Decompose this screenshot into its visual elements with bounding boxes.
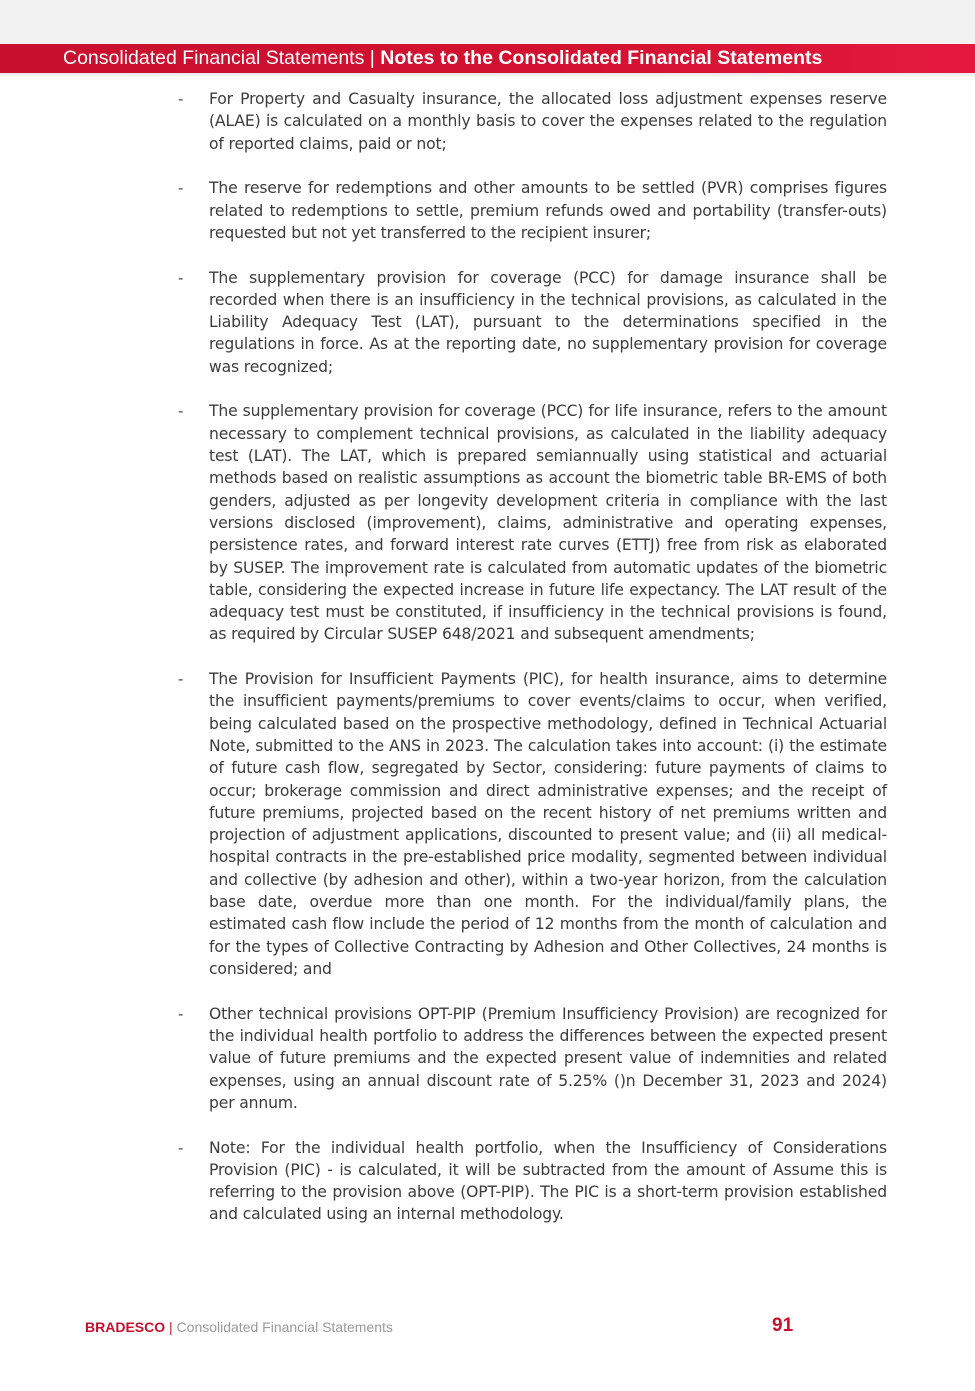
footer-separator: | xyxy=(169,1319,173,1335)
list-item-text: The supplementary provision for coverage (PCC) for damage insurance shall be recorded when there is an insufficiency in the technical provisions, as calculated in the Liability Adequacy Test (LAT), pursuant to the determinations specified in the regulations in force. As at the reporting date, no supplementary provision for coverage was recognized; xyxy=(209,268,887,376)
list-item xyxy=(178,1137,887,1226)
bullet-dash: - xyxy=(178,1004,184,1023)
footer-report-name: Consolidated Financial Statements xyxy=(176,1319,393,1335)
list-item xyxy=(178,400,887,645)
footer-brand: BRADESCO xyxy=(85,1319,166,1335)
list-item-text: Other technical provisions OPT-PIP (Premium Insufficiency Provision) are recognized for the individual health portfolio to address the differences between the expected present value of future premiums and the expected present value of indemnities and related expenses, using an annual discount rate of 5.25% ()n December 31, 2023 and 2024) per annum. xyxy=(209,1004,887,1112)
bullet-dash: - xyxy=(178,90,184,108)
bullet-dash: - xyxy=(178,670,184,689)
list-item xyxy=(178,668,887,980)
list-item xyxy=(178,1003,887,1114)
bullet-dash: - xyxy=(178,402,184,421)
top-margin-strip xyxy=(0,0,975,44)
bullet-dash: - xyxy=(178,268,184,287)
notes-body xyxy=(178,88,887,1248)
list-item-text: The supplementary provision for coverage (PCC) for life insurance, refers to the amount necessary to complement technical provisions, as calculated in the liability adequacy test (LAT). The LAT, which is prepared semiannually using statistical and actuarial methods based on realistic assumptions as account the biometric table BR-EMS of both genders, adjusted as per longevity development criteria in compliance with the last versions disclosed (improvement), claims, administrative and operating expenses, persistence rates, and forward interest rate curves (ETTJ) free from risk as elaborated by SUSEP. The improvement rate is calculated from automatic updates of the biometric table, considering the expected increase in future life expectancy. The LAT result of the adequacy test must be constituted, if insufficiency in the technical provisions is found, as required by Circular SUSEP 648/2021 and subsequent amendments; xyxy=(209,402,887,644)
list-item-text: The Provision for Insufficient Payments (PIC), for health insurance, aims to determine the insufficient payments/premiums to cover events/claims to occur, when verified, being calculated based on the prospective methodology, defined in Technical Actuarial Note, submitted to the ANS in 2023. The calculation takes into account: (i) the estimate of future cash flow, segregated by Sector, considering: future payments of claims to occur; brokerage commission and direct administrative expenses; and the receipt of future premiums, projected based on the recent history of net premiums written and projection of adjustment applications, discounted to present value; and (ii) all medical-hospital contracts in the pre-established price modality, segmented between individual and collective (by adhesion and other), within a two-year horizon, from the calculation base date, overdue more than one month. For the individual/family plans, the estimated cash flow include the period of 12 months from the month of calculation and for the types of Collective Contracting by Adhesion and Other Collectives, 24 months is considered; and xyxy=(209,670,887,978)
page-number: 91 xyxy=(772,1315,794,1336)
page-header-text xyxy=(63,44,822,73)
list-item-text: Note: For the individual health portfolio, when the Insufficiency of Considerations Provision (PIC) - is calculated, it will be subtracted from the amount of Assume this is referring to the provision above (OPT-PIP). The PIC is a short-term provision established and calculated using an internal methodology. xyxy=(209,1138,887,1224)
list-item-text: For Property and Casualty insurance, the allocated loss adjustment expenses reserve (ALAE) is calculated on a monthly basis to cover the expenses related to the regulation of reported claims, paid or not; xyxy=(209,90,887,153)
header-separator: | xyxy=(369,47,375,69)
list-item-text: The reserve for redemptions and other amounts to be settled (PVR) comprises figures related to redemptions to settle, premium refunds owed and portability (transfer-outs) requested but not yet transferred to the recipient insurer; xyxy=(209,179,887,242)
page-header-bar xyxy=(0,44,975,73)
list-item xyxy=(178,177,887,244)
list-item xyxy=(178,267,887,378)
header-page-title: Notes to the Consolidated Financial Statements xyxy=(380,47,823,69)
header-shadow xyxy=(0,73,975,78)
bullet-dash: - xyxy=(178,179,184,198)
header-section-title: Consolidated Financial Statements xyxy=(63,47,365,69)
page-footer xyxy=(85,1317,393,1337)
bullet-dash: - xyxy=(178,1138,184,1157)
list-item xyxy=(178,88,887,155)
